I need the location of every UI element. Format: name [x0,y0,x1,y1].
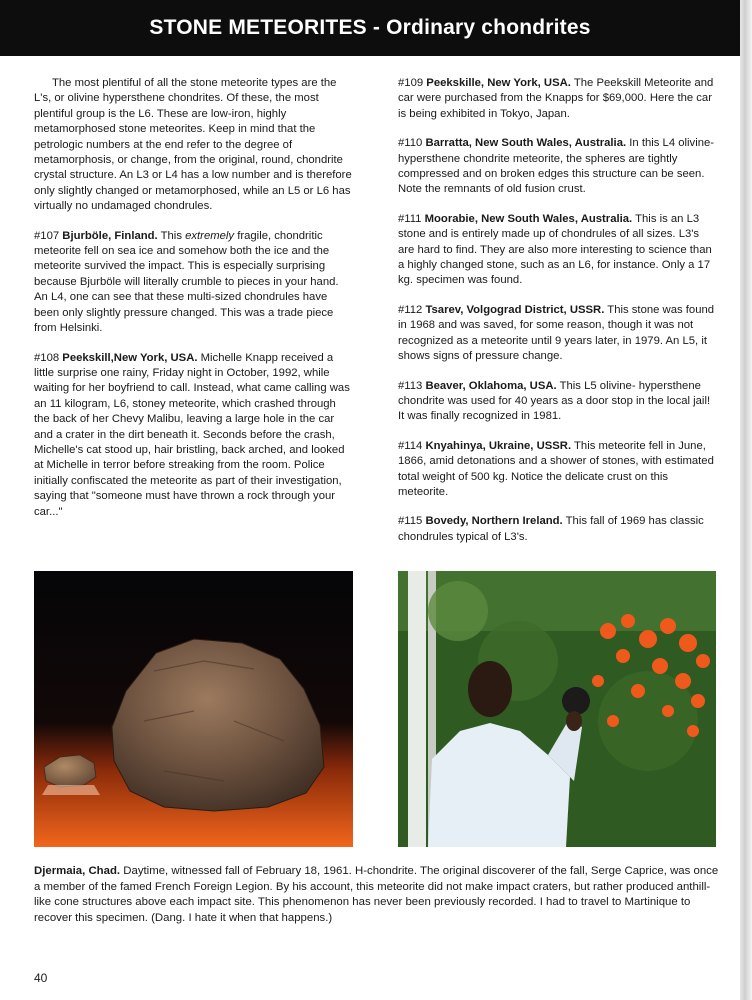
entry-number: #107 [34,229,60,242]
entry-location: Peekskille, New York, USA. [426,77,571,89]
entry-location: Peekskill,New York, USA. [62,351,198,364]
entry-number: #114 [398,439,423,452]
entry-number: #109 [398,77,424,89]
white-post [408,571,426,847]
meteorite-photo [34,571,353,847]
entry-110 [398,136,716,198]
entry-111 [398,212,716,289]
entry-115 [398,514,716,545]
entry-text: The Peekskill Meteorite and car were purchased from the Knapps for $69,000. Here the car is being exhibited in Tokyo, Japan. [398,77,714,120]
entry-113 [398,379,716,425]
page-edge [740,0,752,1000]
entry-109 [398,76,716,122]
caption-location: Djermaia, Chad. [34,865,121,877]
right-column [398,76,716,559]
discoverer-illustration [398,571,716,847]
entry-location: Knyahinya, Ukraine, USSR. [425,439,572,452]
entry-number: #115 [398,515,423,528]
intro-paragraph: The most plentiful of all the stone meteorite types are the L's, or olivine hypersthene chondrites. Of these, the most plentiful group is the L6. These are low-iron, highly metamorphosed stone meteorites. Keep in mind that the petrologic numbers at the end refer to the degree of metamorphosis, or change, from the original, round, chondrite crystal structure. An L3 or L4 has a low number and is therefore only slightly changed or metamorphosed, while an L5 or L6 has virtually no undamaged chondrules. [34,77,352,213]
left-column [34,76,352,534]
page-title: STONE METEORITES - Ordinary chondrites [0,0,740,56]
meteorite-in-hand [562,687,590,715]
entry-location: Barratta, New South Wales, Australia. [425,137,627,150]
entry-number: #111 [398,212,422,225]
entry-location: Bjurböle, Finland. [62,229,158,242]
photo-caption [34,864,720,926]
entry-108 [34,351,352,520]
caption-text: Daytime, witnessed fall of February 18, 1961. H-chondrite. The original discoverer of the fall, Serge Caprice, was once a member of the famed French Foreign Legion. By his account, this meteorite did not make impact craters, but rather produced anthill-like cone structures above each impact site. This phenomenon has never been previously recorded. I had to travel to Martinique to recover this specimen. (Dang. I hate it when that happens.) [34,865,719,924]
entry-location: Tsarev, Volgograd District, USSR. [425,303,605,316]
entry-number: #113 [398,379,423,392]
entry-112 [398,303,716,365]
entry-text: This stone was found in 1968 and was saved, for some reason, though it was not recognized as a meteorite until 9 years later, in 1979. An L5, it shows signs of pressure change. [398,303,715,363]
entry-114 [398,439,716,501]
discoverer-photo [398,571,716,847]
entry-location: Bovedy, Northern Ireland. [425,515,563,528]
entry-location: Moorabie, New South Wales, Australia. [424,212,633,225]
entry-107 [34,229,352,337]
display-stand [42,785,100,795]
entry-number: #108 [34,351,60,364]
meteorite-illustration [34,571,353,847]
entry-text: This L5 olivine- hypersthene chondrite was used for 40 years as a door stop in the local jail! It was finally recognized in 1981. [398,379,711,423]
entry-text: This is an L3 stone and is entirely made up of chondrules of all sizes. L3's are hard to find. They are also more interesting to science than a highly changed stone, such as an L6, for instance. Only a 17 kg. specimen was found. [398,212,712,287]
entry-text: fragile, chondritic meteorite fell on sea ice and somehow both the ice and the meteorite survived the impact. This is especially surprising because Bjurböle will literally crumble to pieces in your hand. An L4, one can see that these multi-sized chondrules have been only slightly pressure changed. This was a trade piece from Helsinki. [34,229,339,335]
entry-emphasis: extremely [185,229,235,242]
page-number: 40 [34,971,48,985]
entry-text: In this L4 olivine-hypersthene chondrite meteorite, the spheres are tightly compressed and on broken edges this structure can be seen. Note the remnants of old fusion crust. [398,137,715,196]
entry-text: Michelle Knapp received a little surprise one rainy, Friday night in October, 1992, while waiting for her boyfriend to call. Instead, what came calling was an 11 kilogram, L6, stoney meteorite, which crashed through the back of her Chevy Malibu, leaving a large hole in the car and a crater in the dirt beneath it. Seconds before the crash, Michelle's cat stood up, hair bristling, back arched, and looked at Michelle in terror before streaking from the room. Police initially confiscated the meteorite as part of their investigation, saying that "someone must have thrown a rock through your car..." [34,351,350,518]
entry-text: This [160,229,186,242]
entry-text: This fall of 1969 has classic chondrules typical of L3's. [398,515,704,543]
entry-number: #110 [398,137,423,150]
entry-number: #112 [398,303,423,316]
entry-location: Beaver, Oklahoma, USA. [425,379,557,392]
entry-text: This meteorite fell in June, 1866, amid detonations and a shower of stones, with estimated total weight of 500 kg. Notice the delicate crust on this meteorite. [398,439,714,498]
